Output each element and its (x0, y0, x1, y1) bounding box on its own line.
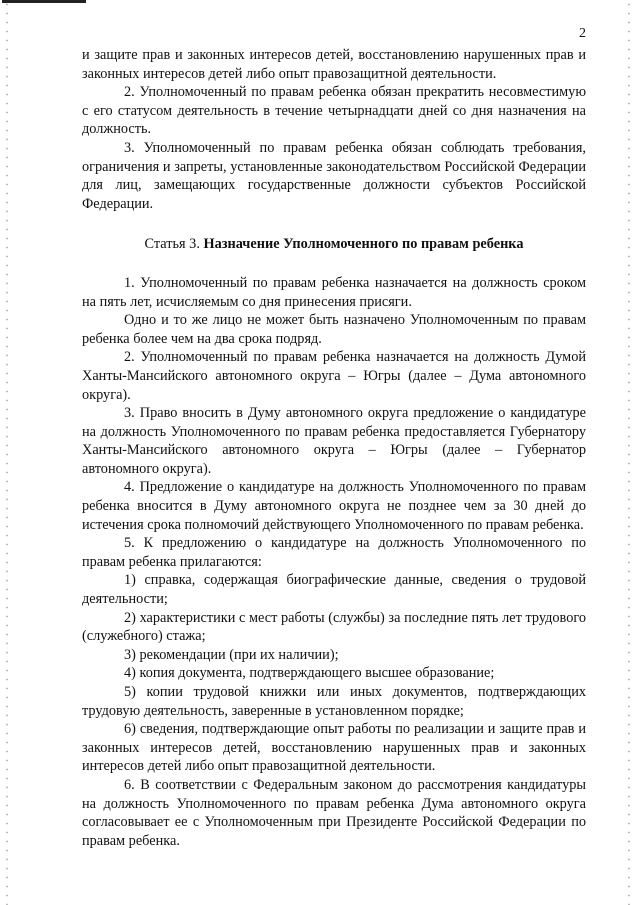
list-item: 3) рекомендации (при их наличии); (124, 646, 339, 663)
document-body (82, 46, 586, 850)
scan-margin-dots-right (628, 0, 630, 905)
scan-margin-dots-left (6, 0, 8, 905)
article-number: Статья 3. (144, 236, 200, 253)
paragraph: 2. Уполномоченный по правам ребенка обязан прекратить несовместимую с его статусом деятельность в течение четырнадцати дней со дня назначения на должность. (82, 84, 586, 138)
scan-edge-mark (2, 0, 86, 3)
list-item: 5) копии трудовой книжки или иных документов, подтверждающих трудовую деятельность, заверенные в установленном порядке; (82, 684, 586, 719)
paragraph: Одно и то же лицо не может быть назначено Уполномоченным по правам ребенка более чем на два срока подряд. (82, 312, 586, 347)
paragraph: 4. Предложение о кандидатуре на должность Уполномоченного по правам ребенка вносится в Думу автономного округа не позднее чем за 30 дней до истечения срока полномочий действующего Уполномоченного по правам ребенка. (82, 479, 586, 533)
paragraph: 2. Уполномоченный по правам ребенка назначается на должность Думой Ханты-Мансийского автономного округа – Югры (далее – Дума автономного округа). (82, 349, 586, 403)
paragraph: 1. Уполномоченный по правам ребенка назначается на должность сроком на пять лет, исчисляемым со дня принесения присяги. (82, 274, 586, 310)
paragraph-continuation: и защите прав и законных интересов детей, восстановлению нарушенных прав и законных интересов детей либо опыт правозащитной деятельности. (82, 47, 586, 82)
article-heading (82, 235, 586, 254)
paragraph: 6. В соответствии с Федеральным законом до рассмотрения кандидатуры на должность Уполномоченного по правам ребенка Дума автономного округа согласовывает ее с Уполномоченным при Президенте Российской Федерации по правам ребенка. (82, 776, 586, 849)
article-title: Назначение Уполномоченного по правам ребенка (203, 236, 524, 253)
paragraph: 3. Право вносить в Думу автономного округа предложение о кандидатуре на должность Уполномоченного по правам ребенка предоставляется Губернатору Ханты-Мансийского автономного округа – Югры (далее – Губернатор автономного округа). (82, 405, 586, 477)
list-item: 6) сведения, подтверждающие опыт работы по реализации и защите прав и законных интересов детей, восстановлению нарушенных прав и законных интересов детей либо опыт правозащитной деятельности. (82, 721, 586, 775)
list-item: 2) характеристики с мест работы (службы) за последние пять лет трудового (служебного) стажа; (82, 609, 586, 645)
list-item: 1) справка, содержащая биографические данные, сведения о трудовой деятельности; (82, 572, 586, 608)
paragraph: 5. К предложению о кандидатуре на должность Уполномоченного по правам ребенка прилагаются: (82, 535, 586, 570)
paragraph: 3. Уполномоченный по правам ребенка обязан соблюдать требования, ограничения и запреты, установленные законодательством Российской Федерации для лиц, замещающих государственные должности субъектов Российской Федерации. (82, 139, 586, 212)
list-item: 4) копия документа, подтверждающего высшее образование; (124, 665, 495, 682)
page-number: 2 (579, 26, 586, 41)
